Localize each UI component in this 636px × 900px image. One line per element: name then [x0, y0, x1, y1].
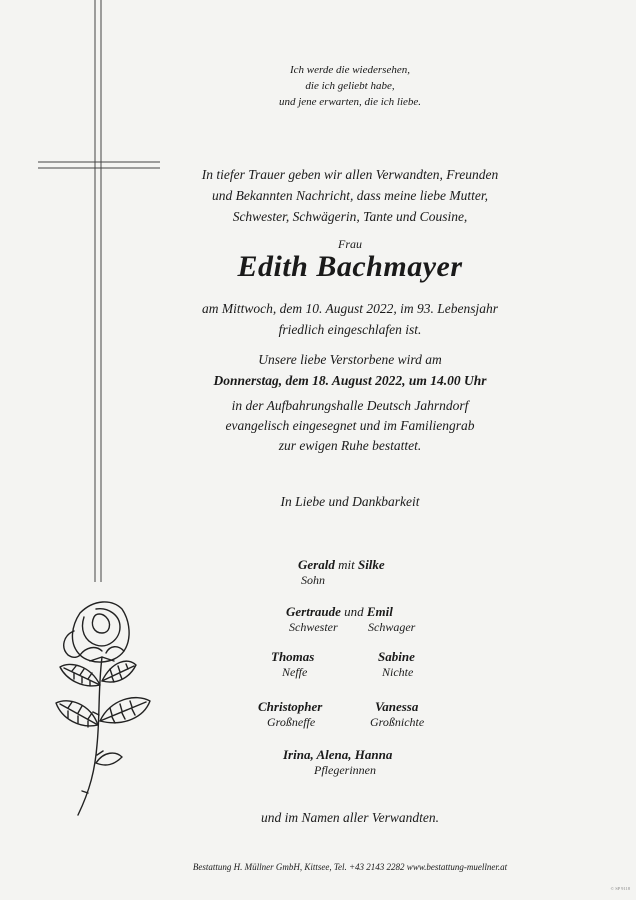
funeral-details-line: evangelisch eingesegnet und im Familiengrab: [225, 418, 475, 433]
mourner-join: und: [344, 604, 364, 619]
mourner-name: Christopher: [258, 699, 323, 714]
funeral-date: Donnerstag, dem 18. August 2022, um 14.00 Uhr: [213, 373, 487, 388]
announcement-line: In tiefer Trauer geben wir allen Verwandten, Freunden: [201, 167, 499, 182]
motto-line: die ich geliebt habe,: [305, 80, 395, 92]
funeral-details-line: zur ewigen Ruhe bestattet.: [278, 438, 422, 453]
death-notice-line: am Mittwoch, dem 10. August 2022, im 93. Lebensjahr: [202, 301, 498, 316]
mourner-relation: Großnichte: [370, 715, 425, 729]
motto-line: Ich werde die wiedersehen,: [290, 64, 410, 76]
mourner-gerald-line: [298, 557, 385, 573]
funeral-details-line: in der Aufbahrungshalle Deutsch Jahrndorf: [231, 398, 469, 413]
salutation: Frau: [338, 237, 362, 251]
funeral-intro: Unsere liebe Verstorbene wird am: [258, 352, 442, 367]
death-notice: [90, 298, 610, 340]
mourner-relation: Pflegerinnen: [314, 763, 376, 777]
mourner-vanessa-line: [375, 699, 418, 715]
mourner-name: Vanessa: [375, 699, 419, 714]
mourner-relation: Großneffe: [267, 715, 316, 729]
mourner-name: Gertraude: [286, 604, 341, 619]
motto-line: und jene erwarten, die ich liebe.: [278, 96, 422, 108]
mourner-relation: Sohn: [301, 573, 325, 587]
mourner-partner: Emil: [366, 604, 393, 619]
mourner-join: mit: [338, 557, 355, 572]
mourner-carers-line: [283, 747, 392, 763]
announcement: [90, 164, 610, 227]
motto: [90, 62, 610, 110]
mourner-name: Irina, Alena, Hanna: [283, 747, 393, 762]
deceased-name: Edith Bachmayer: [237, 250, 463, 283]
farewell: In Liebe und Dankbarkeit: [280, 494, 420, 509]
mourner-thomas-line: [271, 649, 314, 665]
mourner-relation: Schwester: [289, 620, 338, 634]
rose-icon: [50, 595, 160, 820]
mourner-name: Gerald: [298, 557, 335, 572]
mourner-sabine-line: [378, 649, 415, 665]
mourner-relation: Schwager: [368, 620, 416, 634]
print-code: © SP 9118: [610, 886, 630, 891]
mourner-name: Thomas: [271, 649, 315, 664]
mourner-relation: Nichte: [382, 665, 414, 679]
death-notice-line: friedlich eingeschlafen ist.: [278, 322, 422, 337]
funeral-details: [90, 396, 610, 456]
mourner-name: Sabine: [378, 649, 415, 664]
announcement-line: und Bekannten Nachricht, dass meine liebe Mutter,: [212, 188, 488, 203]
mourner-partner: Silke: [357, 557, 385, 572]
mourner-relation: Neffe: [282, 665, 308, 679]
mourner-gertraude-line: [286, 604, 393, 620]
announcement-line: Schwester, Schwägerin, Tante und Cousine,: [232, 209, 468, 224]
closing-line: und im Namen aller Verwandten.: [260, 810, 440, 825]
footer: Bestattung H. Müllner GmbH, Kittsee, Tel. +43 2143 2282 www.bestattung-muellner.at: [192, 862, 508, 872]
mourner-christopher-line: [258, 699, 322, 715]
